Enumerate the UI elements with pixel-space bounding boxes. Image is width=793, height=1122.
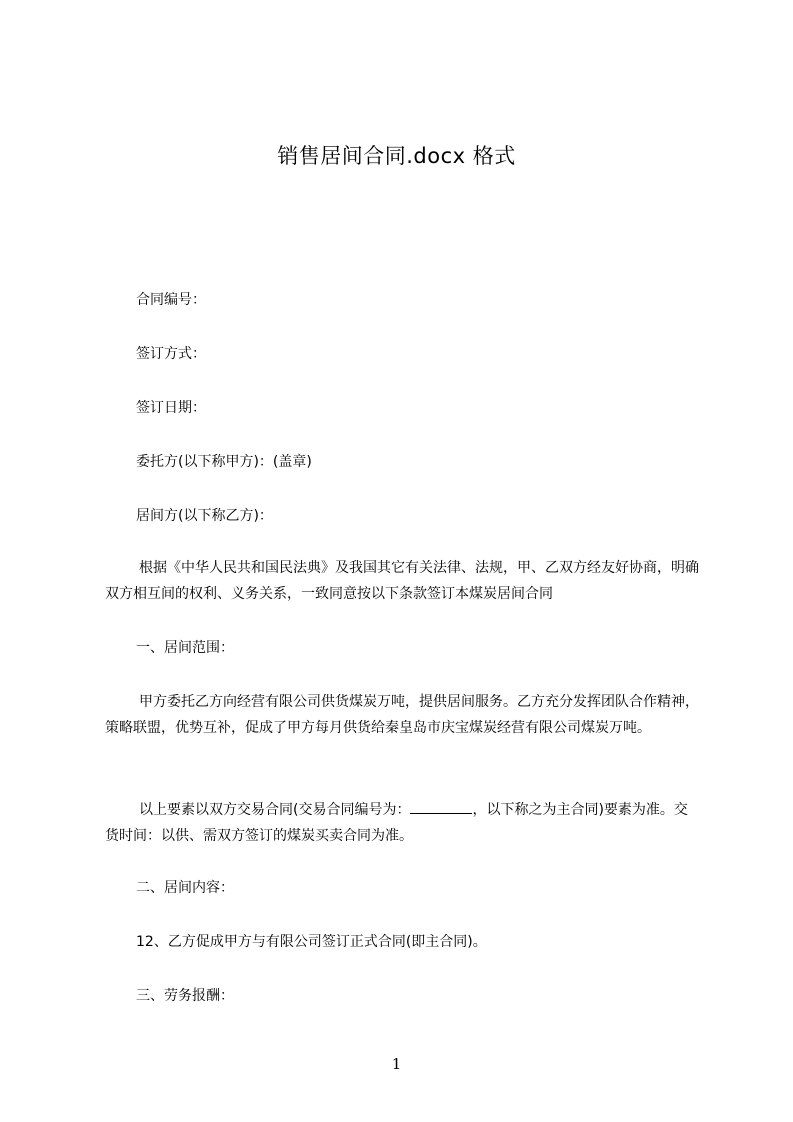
section2-heading: 二、居间内容： [136, 880, 234, 896]
contract-number-blank [410, 799, 472, 814]
section3-heading: 三、劳务报酬： [136, 988, 234, 1004]
section1-paragraph2-text-before: 以上要素以双方交易合同(交易合同编号为： [139, 802, 411, 818]
party-b-label: 居间方(以下称乙方)： [136, 508, 273, 524]
intro-paragraph [105, 555, 699, 607]
section1-paragraph2 [105, 797, 699, 849]
section1-paragraph1 [105, 689, 699, 741]
section2-item: 12、乙方促成甲方与有限公司签订正式合同(即主合同)。 [136, 934, 487, 950]
section1-paragraph1-text: 甲方委托乙方向经营有限公司供货煤炭万吨，提供居间服务。乙方充分发挥团队合作精神，策略联盟，优势互补，促成了甲方每月供货给秦皇岛市庆宝煤炭经营有限公司煤炭万吨。 [105, 694, 699, 736]
intro-text: 根据《中华人民共和国民法典》及我国其它有关法律、法规，甲、乙双方经友好协商，明确双方相互间的权利、义务关系，一致同意按以下条款签订本煤炭居间合同 [105, 560, 699, 602]
sign-date-label: 签订日期： [136, 400, 206, 416]
sign-method-label: 签订方式： [136, 346, 206, 362]
section1-paragraph2-text-after: ，以下称之为主合同)要素为准。交货时间：以供、需双方签订的煤炭买卖合同为准。 [105, 802, 688, 844]
contract-number-label: 合同编号： [136, 292, 206, 308]
document-title: 销售居间合同.docx 格式 [277, 144, 516, 168]
page-number: 1 [391, 1055, 402, 1073]
party-a-label: 委托方(以下称甲方)：(盖章) [136, 454, 312, 470]
section1-heading: 一、居间范围： [136, 640, 234, 656]
